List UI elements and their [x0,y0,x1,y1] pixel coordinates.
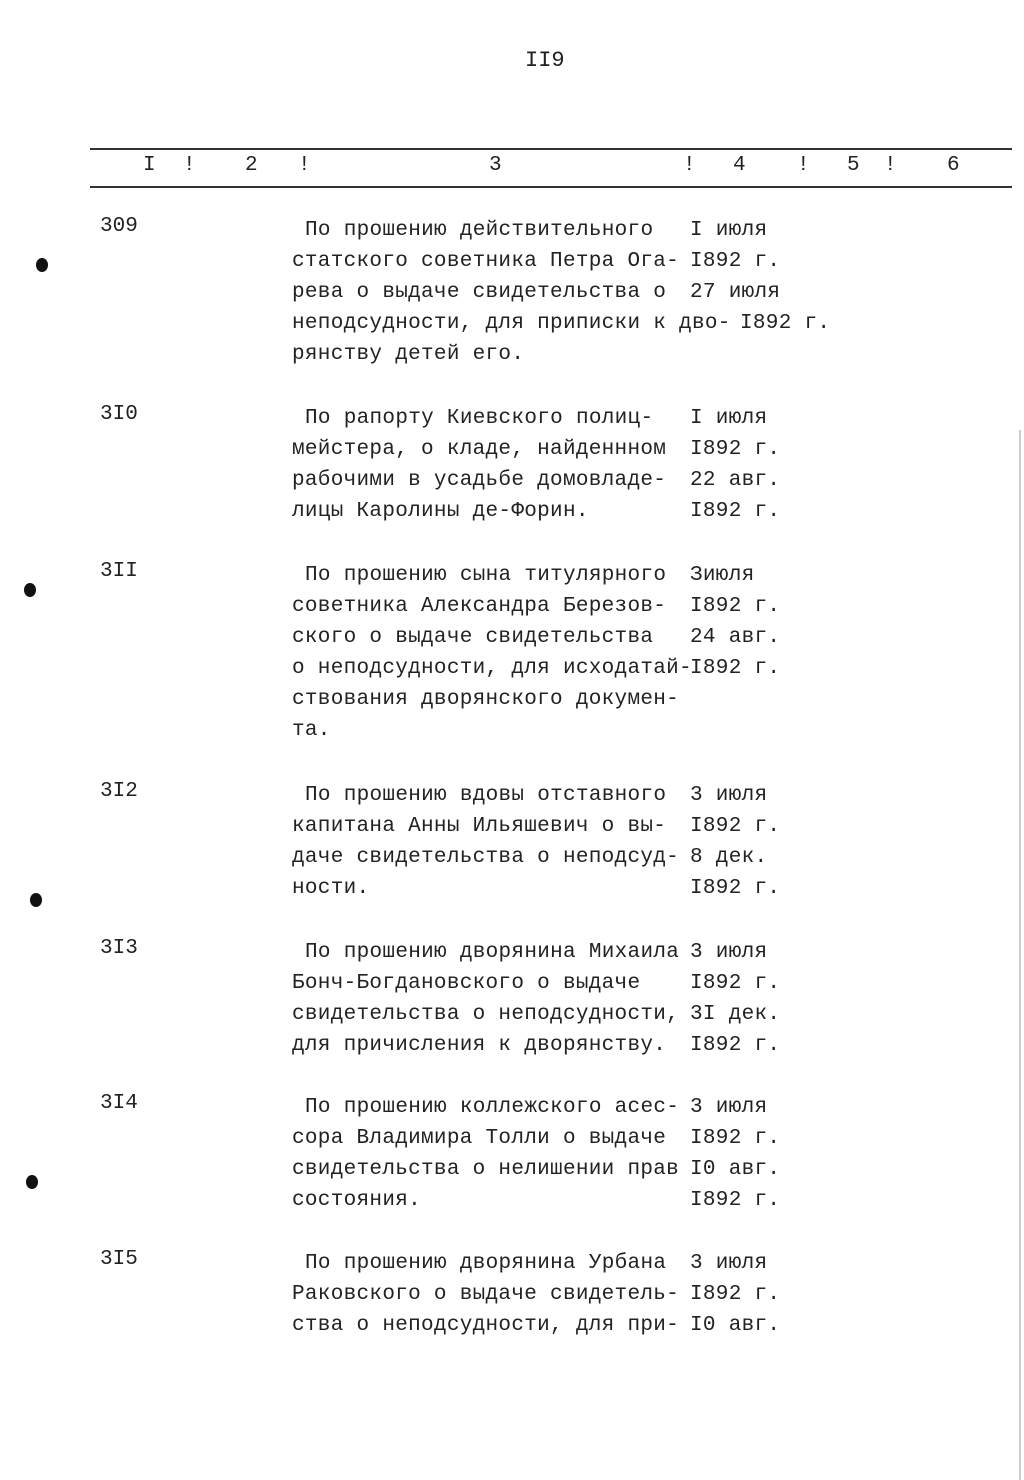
header-col-6: 6 [947,154,960,177]
description-line: Бонч-Богдановского о выдаче [292,972,641,995]
punch-hole-mark [24,583,36,597]
entry-description [292,1248,679,1341]
date-line: 24 авг. [690,626,781,649]
date-line: 3 июля [690,1252,768,1275]
entry-description [292,1092,679,1216]
date-line: I892 г. [690,815,781,838]
date-line: I892 г. [690,250,781,273]
header-separator: ! [183,154,196,177]
entry-description [292,403,666,527]
entry-number: 3I3 [100,937,138,960]
date-line: I892 г. [740,312,831,335]
entry-dates [690,780,780,904]
date-line: I892 г. [690,1189,781,1212]
description-line: ства о неподсудности, для при- [292,1314,680,1337]
description-line: состояния. [292,1189,422,1212]
description-line: ности. [292,877,370,900]
description-line: ствования дворянского докумен- [292,688,680,711]
entry-dates [690,1248,780,1341]
header-col-4: 4 [733,154,746,177]
description-line: Раковского о выдаче свидетель- [292,1283,680,1306]
entry-description [292,560,692,746]
date-line: I892 г. [690,438,781,461]
description-line: советника Александра Березов- [292,595,667,618]
description-line: По прошению вдовы отставного [305,784,667,807]
description-line: По прошению дворянина Урбана [305,1252,667,1275]
date-line: I июля [690,407,768,430]
description-line: ского о выдаче свидетельства [292,626,654,649]
table-header-bottom-rule [90,186,1012,188]
date-line: 3 июля [690,784,768,807]
entry-number: 3I0 [100,403,138,426]
date-line: 3I дек. [690,1003,781,1026]
date-line: I0 авг. [690,1314,781,1337]
date-line: Зиюля [690,564,755,587]
description-line: По прошению дворянина Михаила [305,941,680,964]
description-line: По рапорту Киевского полиц- [305,407,654,430]
header-col-1: I [143,154,156,177]
description-line: статского советника Петра Ога- [292,250,680,273]
entry-dates [690,403,780,527]
page-edge-shadow [1019,430,1021,1480]
description-line: По прошению действительного [305,219,654,242]
date-line: I892 г. [690,1127,781,1150]
date-line: I892 г. [690,595,781,618]
date-line: 8 дек. [690,846,768,869]
description-line: сора Владимира Толли о выдаче [292,1127,667,1150]
description-line: рабочими в усадьбе домовладе- [292,469,667,492]
entry-number: 3II [100,560,138,583]
header-col-3: 3 [489,154,502,177]
entry-number: 309 [100,215,138,238]
punch-hole-mark [30,893,42,907]
entry-dates [690,1092,780,1216]
date-line: I892 г. [690,1034,781,1057]
header-separator: ! [884,154,897,177]
description-line: о неподсудности, для исходатай- [292,657,692,680]
entry-dates [690,560,780,684]
entry-description [292,937,679,1061]
date-line: I892 г. [690,1283,781,1306]
description-line: свидетельства о нелишении прав [292,1158,680,1181]
date-line: I892 г. [690,657,781,680]
page-number: II9 [525,48,565,73]
entry-number: 3I5 [100,1248,138,1271]
description-line: свидетельства о неподсудности, [292,1003,680,1026]
description-line: рева о выдаче свидетельства о [292,281,667,304]
header-col-5: 5 [847,154,860,177]
header-separator: ! [797,154,810,177]
date-line: I892 г. [690,972,781,995]
description-line: мейстера, о кладе, найденнном [292,438,667,461]
entry-dates [690,215,830,339]
date-line: I0 авг. [690,1158,781,1181]
description-line: По прошению коллежского асес- [305,1096,680,1119]
date-line: 3 июля [690,941,768,964]
date-line: I892 г. [690,877,781,900]
description-line: неподсудности, для приписки к дво- [292,312,731,335]
header-col-2: 2 [245,154,258,177]
table-header-top-rule [90,148,1012,150]
date-line: I892 г. [690,500,781,523]
header-separator: ! [298,154,311,177]
date-line: 3 июля [690,1096,768,1119]
description-line: та. [292,719,331,742]
entry-number: 3I2 [100,780,138,803]
description-line: капитана Анны Ильяшевич о вы- [292,815,667,838]
date-line: 22 авг. [690,469,781,492]
punch-hole-mark [36,258,48,272]
date-line: 27 июля [690,281,781,304]
entry-dates [690,937,780,1061]
description-line: для причисления к дворянству. [292,1034,667,1057]
entry-description [292,780,679,904]
punch-hole-mark [26,1175,38,1189]
entry-number: 3I4 [100,1092,138,1115]
header-separator: ! [683,154,696,177]
description-line: По прошению сына титулярного [305,564,667,587]
date-line: I июля [690,219,768,242]
description-line: лицы Каролины де-Форин. [292,500,589,523]
entry-description [292,215,731,370]
description-line: рянству детей его. [292,343,525,366]
description-line: даче свидетельства о неподсуд- [292,846,680,869]
